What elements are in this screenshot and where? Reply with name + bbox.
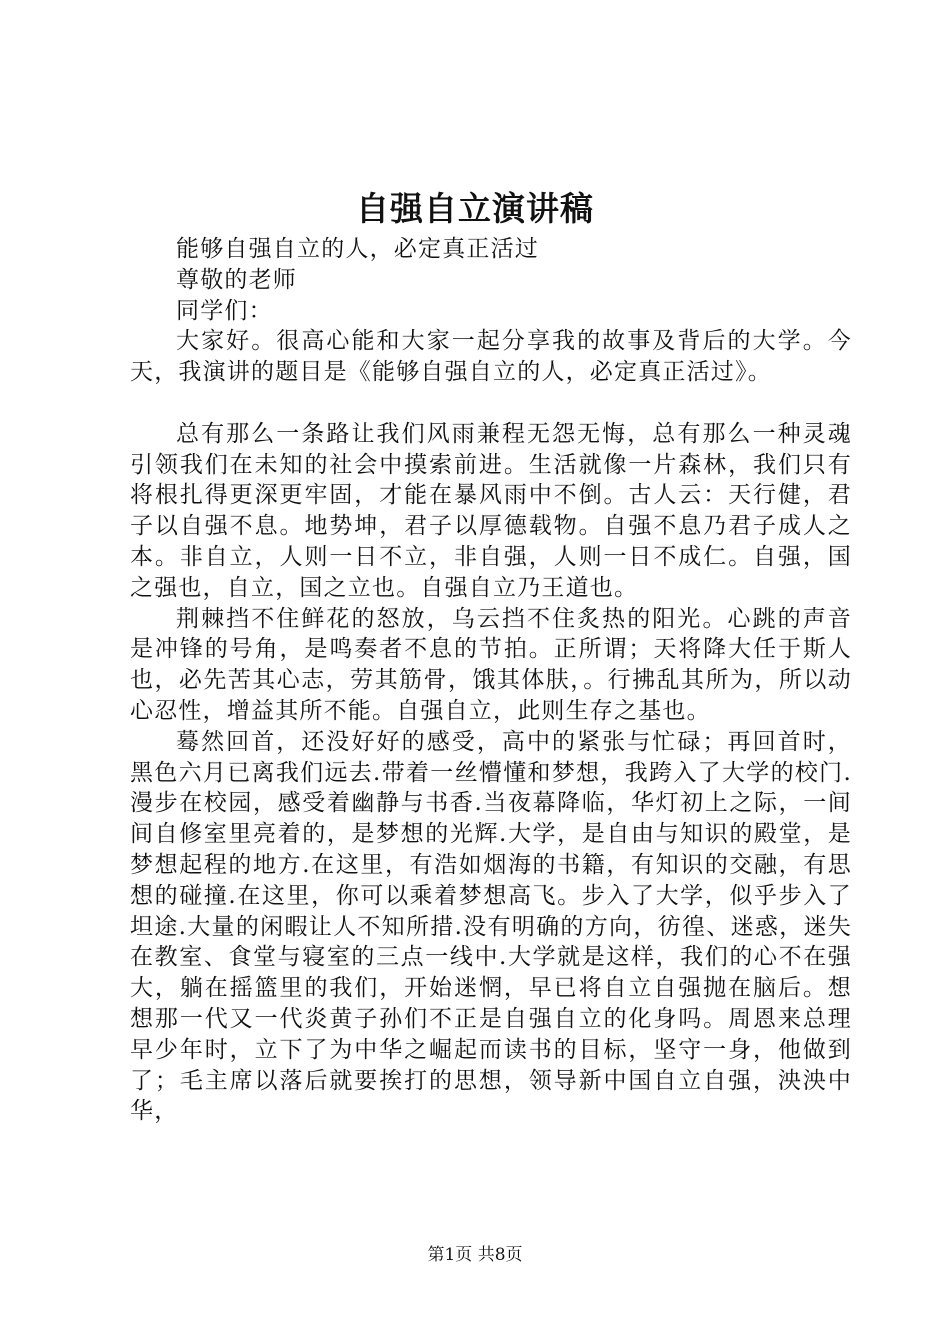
page-number-footer: 第1页 共8页 [427,1245,523,1265]
opening-paragraph: 大家好。很高心能和大家一起分享我的故事及背后的大学。今天，我演讲的题目是《能够自强自立的人，必定真正活过》。 [130,328,852,386]
salutation-students: 同学们： [176,297,273,324]
body-paragraph-1: 总有那么一条路让我们风雨兼程无怨无悔，总有那么一种灵魂引领我们在未知的社会中摸索前进。生活就像一片森林，我们只有将根扎得更深更牢固，才能在暴风雨中不倒。古人云：天行健，君子以自强不息。地势坤，君子以厚德载物。自强不息乃君子成人之本。非自立，人则一日不立，非自强，人则一日不成仁。自强，国之强也，自立，国之立也。自强自立乃王道也。 [130,420,852,601]
speech-subtitle: 能够自强自立的人，必定真正活过 [176,236,539,262]
salutation-teachers: 尊敬的老师 [176,266,297,293]
body-paragraph-3: 蓦然回首，还没好好的感受，高中的紧张与忙碌；再回首时，黑色六月已离我们远去.带着一丝懵懂和梦想，我跨入了大学的校门.漫步在校园，感受着幽静与书香.当夜幕降临，华灯初上之际，一间间自修室里亮着的，是梦想的光辉.大学，是自由与知识的殿堂，是梦想起程的地方.在这里，有浩如烟海的书籍，有知识的交融，有思想的碰撞.在这里，你可以乘着梦想高飞。步入了大学，似乎步入了坦途.大量的闲暇让人不知所措.没有明确的方向，彷徨、迷惑，迷失在教室、食堂与寝室的三点一线中.大学就是这样，我们的心不在强大，躺在摇篮里的我们，开始迷惘，早已将自立自强抛在脑后。想想那一代又一代炎黄子孙们不正是自强自立的化身吗。周恩来总理早少年时，立下了为中华之崛起而读书的目标，坚守一身，他做到了；毛主席以落后就要挨打的思想，领导新中国自立自强，泱泱中华， [130,728,852,1125]
document-title: 自强自立演讲稿 [356,189,594,228]
document-body [130,234,852,1127]
body-paragraph-2: 荆棘挡不住鲜花的怒放，乌云挡不住炙热的阳光。心跳的声音是冲锋的号角，是鸣奏者不息的节拍。正所谓；天将降大任于斯人也，必先苦其心志，劳其筋骨，饿其体肤，。行拂乱其所为，所以动心忍性，增益其所不能。自强自立，此则生存之基也。 [130,605,852,724]
